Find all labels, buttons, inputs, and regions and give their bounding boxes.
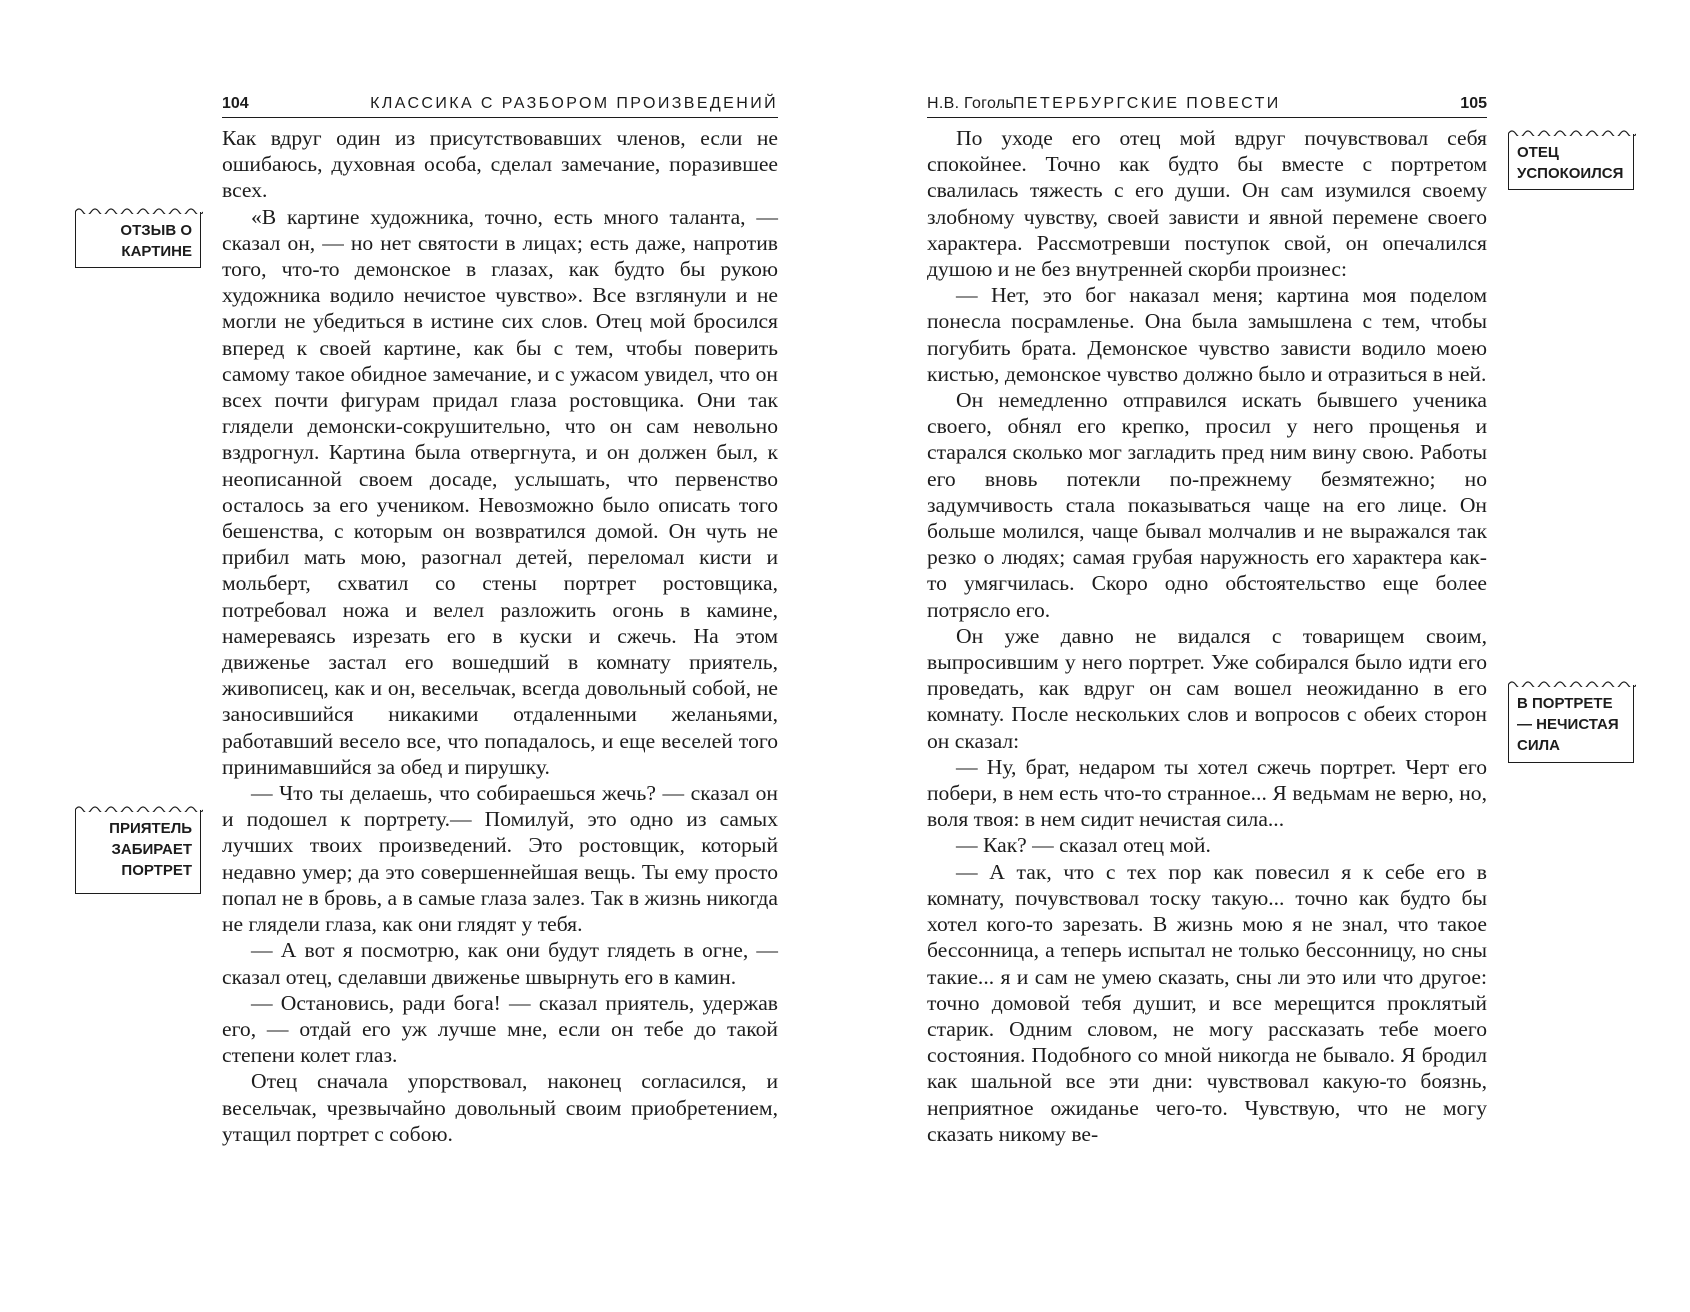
paragraph: — Что ты делаешь, что собираешься жечь? — сказал он и подошел к портрету.— Помилуй, это одно из самых лучших твоих произведений. Это ростовщик, который недавно умер; да это совершеннейшая вещь. Ты ему просто попал не в бровь, а в самые глаза залез. Так в жизнь никогда не глядели глаза, как они глядят у тебя. [222,781,778,937]
paragraph: — Как? — сказал отец мой. [956,833,1211,858]
paragraph: — А вот я посмотрю, как они будут глядеть в огне, — сказал отец, сделавши движенье швырнуть его в камин. [222,938,778,989]
wavy-edge-decoration [75,204,203,214]
margin-note-text: ПРИЯТЕЛЬ ЗАБИРАЕТ ПОРТРЕТ [109,820,192,879]
paragraph: Он уже давно не видался с товарищем своим, выпросившим у него портрет. Уже собирался было идти его проведать, как вдруг он сам вошел неожиданно в его комнату. После нескольких слов и вопросов с обеих сторон он сказал: [927,623,1487,753]
right-page-number: 105 [1460,95,1487,112]
margin-note-text: ОТЕЦ УСПОКОИЛСЯ [1517,144,1624,182]
margin-note-review [75,212,201,268]
margin-note-unclean-force [1508,685,1634,763]
paragraph: По уходе его отец мой вдруг почувствовал себя спокойнее. Точно как будто бы вместе с портретом свалилась тяжесть с его души. Он сам изумился своему злобному чувству, своей зависти и явной перемене своего характера. Рассмотревши поступок свой, он опечалился душою и не без внутренней скорби произнес: [927,126,1487,282]
margin-note-text: В ПОРТРЕТЕ — НЕЧИСТАЯ СИЛА [1517,695,1619,754]
wavy-edge-decoration [1508,677,1636,687]
right-page-header [927,91,1487,118]
author-name: Н.В. Гоголь [927,95,1015,112]
left-running-title: КЛАССИКА С РАЗБОРОМ ПРОИЗВЕДЕНИЙ [370,95,778,112]
right-running-title: ПЕТЕРБУРГСКИЕ ПОВЕСТИ [1013,95,1281,112]
paragraph: — Остановись, ради бога! — сказал приятель, удержав его, — отдай его уж лучше мне, если он тебе до такой степени колет глаз. [222,990,778,1068]
left-page-number: 104 [222,95,249,112]
margin-note-friend [75,810,201,894]
wavy-edge-decoration [75,802,203,812]
paragraph: — Нет, это бог наказал меня; картина моя поделом понесла посрамленье. Она была замышлена с тем, чтобы погубить брата. Демонское чувство зависти водило моею кистью, демонское чувство должно было и отразиться в ней. [927,283,1487,386]
wavy-edge-decoration [1508,126,1636,136]
paragraph: — А так, что с тех пор как повесил я к себе его в комнату, почувствовал тоску такую... точно как будто бы хотел кого-то зарезать. В жизнь мою я не знал, что такое бессонница, а теперь испытал не только бессонницу, но сны такие... я и сам не умею сказать, сны ли это или что другое: точно домовой тебя душит, и все мерещится проклятый старик. Одним словом, не могу рассказать тебе моего состояния. Подобного со мной никогда не бывало. Я бродил как шальной все эти дни: чувствовал какую-то боязнь, неприятное ожиданье чего-то. Чувствую, что не могу сказать никому ве- [927,859,1487,1146]
paragraph: Он немедленно отправился искать бывшего ученика своего, обнял его крепко, просил у него прощенья и старался сколько мог загладить пред ним вину свою. Работы его вновь потекли по-прежнему безмятежно; но задумчивость стала показываться чаще на его лице. Он больше молился, чаще бывал молчалив и не выражался так резко о людях; самая грубая наружность его характера как-то умягчилась. Скоро одно обстоятельство еще более потрясло его. [927,388,1487,622]
left-page-body [222,125,778,1147]
paragraph: Как вдруг один из присутствовавших членов, если не ошибаюсь, духовная особа, сделал замечание, поразившее всех. [222,126,778,203]
left-page-header [222,91,778,118]
paragraph: Отец сначала упорствовал, наконец согласился, и весельчак, чрезвычайно довольный своим приобретением, утащил портрет с собою. [222,1069,778,1146]
margin-note-text: ОТЗЫВ О КАРТИНЕ [120,222,192,260]
paragraph: — Ну, брат, недаром ты хотел сжечь портрет. Черт его побери, в нем есть что-то странное... Я ведьмам не верю, но, воля твоя: в нем сидит нечистая сила... [927,754,1487,832]
right-page-body [927,125,1487,1147]
paragraph: «В картине художника, точно, есть много таланта, — сказал он, — но нет святости в лицах; есть даже, напротив того, что-то демонское в глазах, как будто бы рукою художника водило нечистое чувство». Все взглянули и не могли не убедиться в истине сих слов. Отец мой бросился вперед к своей картине, как бы с тем, чтобы поверить самому такое обидное замечание, и с ужасом увидел, что он всех почти фигурам придал глаза ростовщика. Они так глядели демонски-сокрушительно, что он сам невольно вздрогнул. Картина была отвергнута, и он должен был, к неописанной своем досаде, услышать, что первенство осталось за его учеником. Невозможно было описать того бешенства, с которым он возвратился домой. Он чуть не прибил мать мою, разогнал детей, переломал кисти и мольберт, схватил со стены портрет ростовщика, потребовал ножа и велел разложить огонь в камине, намереваясь изрезать его в куски и сжечь. На этом движенье застал его вошедший в комнату приятель, живописец, как и он, весельчак, всегда довольный собой, не заносившийся никакими отдаленными желаньями, работавший весело все, что попадалось, и еще веселей того принимавшийся за обед и пирушку. [222,204,778,779]
right-page [845,0,1690,1312]
margin-note-father-calm [1508,134,1634,190]
